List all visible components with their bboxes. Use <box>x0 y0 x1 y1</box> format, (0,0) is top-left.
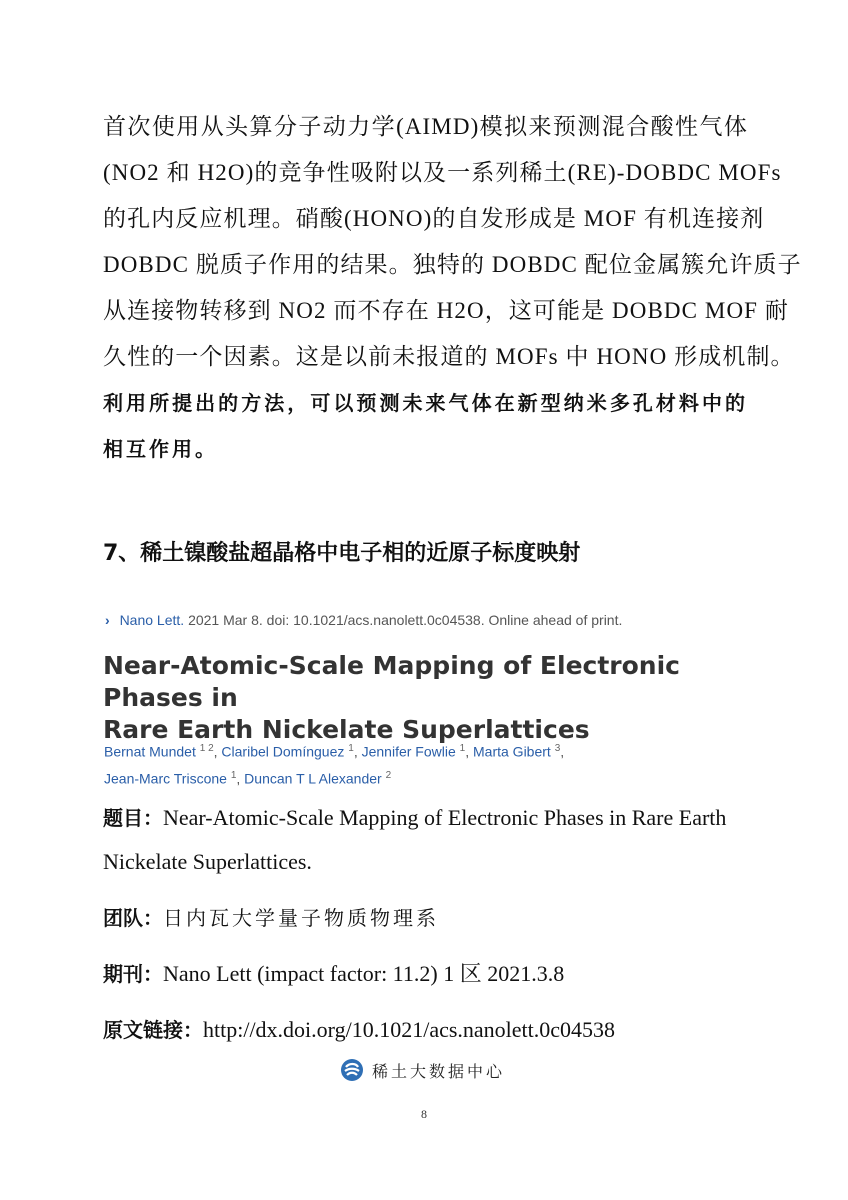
author-affiliation[interactable]: 1 <box>459 743 466 754</box>
author-affiliation[interactable]: 1 2 <box>199 743 214 754</box>
meta-team-label: 团队： <box>103 906 163 930</box>
author-list: Bernat Mundet $^{1 2}$, Claribel Domínguez $^1$, Jennifer Fowlie $^1$, Marta Gibert $^3$, Jean-Marc Triscone $^1$, Duncan T L Alexander $^2$ <box>104 743 565 787</box>
meta-link-label: 原文链接： <box>103 1018 203 1042</box>
author-affiliation[interactable]: 3 <box>554 743 561 754</box>
chevron-right-icon[interactable]: › <box>105 612 110 628</box>
meta-team <box>103 896 763 940</box>
citation-line <box>105 612 622 628</box>
meta-title-label: 题目： <box>103 806 163 830</box>
author-link[interactable]: Claribel Domínguez <box>221 743 345 760</box>
footer-logo-text: 稀土大数据中心 <box>372 1061 506 1081</box>
meta-title-value: Near-Atomic-Scale Mapping of Electronic Phases in Rare Earth <box>163 805 727 830</box>
author-affiliation[interactable]: 2 <box>385 769 392 781</box>
paper-title-line: Near-Atomic-Scale Mapping of Electronic Phases in <box>103 651 680 712</box>
paper-title <box>103 650 763 746</box>
intro-line: 从连接物转移到 NO2 而不存在 H2O，这可能是 DOBDC MOF 耐 <box>103 298 790 323</box>
author-link[interactable]: Bernat Mundet <box>104 743 196 760</box>
citation-journal-link[interactable]: Nano Lett. <box>119 612 185 628</box>
author-affiliation[interactable]: 1 <box>230 769 237 781</box>
rare-earth-logo-icon <box>340 1058 364 1082</box>
citation-details: 2021 Mar 8. doi: 10.1021/acs.nanolett.0c04538. Online ahead of print. <box>188 612 623 628</box>
author-link[interactable]: Jean-Marc Triscone <box>104 770 227 787</box>
author-affiliation[interactable]: 1 <box>348 743 354 754</box>
intro-line: 久性的一个因素。这是以前未报道的 MOFs 中 HONO 形成机制。 <box>103 344 795 369</box>
author-link[interactable]: Jennifer Fowlie <box>361 743 456 760</box>
paper-title-line: Rare Earth Nickelate Superlattices <box>103 715 590 744</box>
meta-title <box>103 796 763 884</box>
intro-line: 的孔内反应机理。硝酸(HONO)的自发形成是 MOF 有机连接剂 <box>103 206 765 231</box>
intro-bold-line: 相互作用。 <box>103 437 218 461</box>
footer-logo <box>340 1058 505 1082</box>
intro-bold-line: 利用所提出的方法，可以预测未来气体在新型纳米多孔材料中的 <box>103 391 748 415</box>
author-link[interactable]: Duncan T L Alexander <box>244 770 382 787</box>
intro-line: (NO2 和 H2O)的竞争性吸附以及一系列稀土(RE)-DOBDC MOFs <box>103 160 782 185</box>
author-link[interactable]: Marta Gibert <box>473 743 551 760</box>
meta-journal-label: 期刊： <box>103 962 163 986</box>
intro-line: 首次使用从头算分子动力学(AIMD)模拟来预测混合酸性气体 <box>103 114 748 139</box>
meta-link <box>103 1008 763 1052</box>
intro-paragraph <box>103 104 802 472</box>
page-number: 8 <box>421 1107 427 1121</box>
meta-team-value: 日内瓦大学量子物质物理系 <box>163 906 439 930</box>
intro-line: DOBDC 脱质子作用的结果。独特的 DOBDC 配位金属簇允许质子 <box>103 252 802 277</box>
meta-journal <box>103 952 763 996</box>
meta-journal-value: Nano Lett (impact factor: 11.2) 1 区 2021.3.8 <box>163 961 565 986</box>
meta-link-value[interactable]: http://dx.doi.org/10.1021/acs.nanolett.0c04538 <box>203 1017 616 1042</box>
meta-title-value-cont: Nickelate Superlattices. <box>103 849 312 874</box>
section-heading: 7、稀土镍酸盐超晶格中电子相的近原子标度映射 <box>103 541 581 566</box>
